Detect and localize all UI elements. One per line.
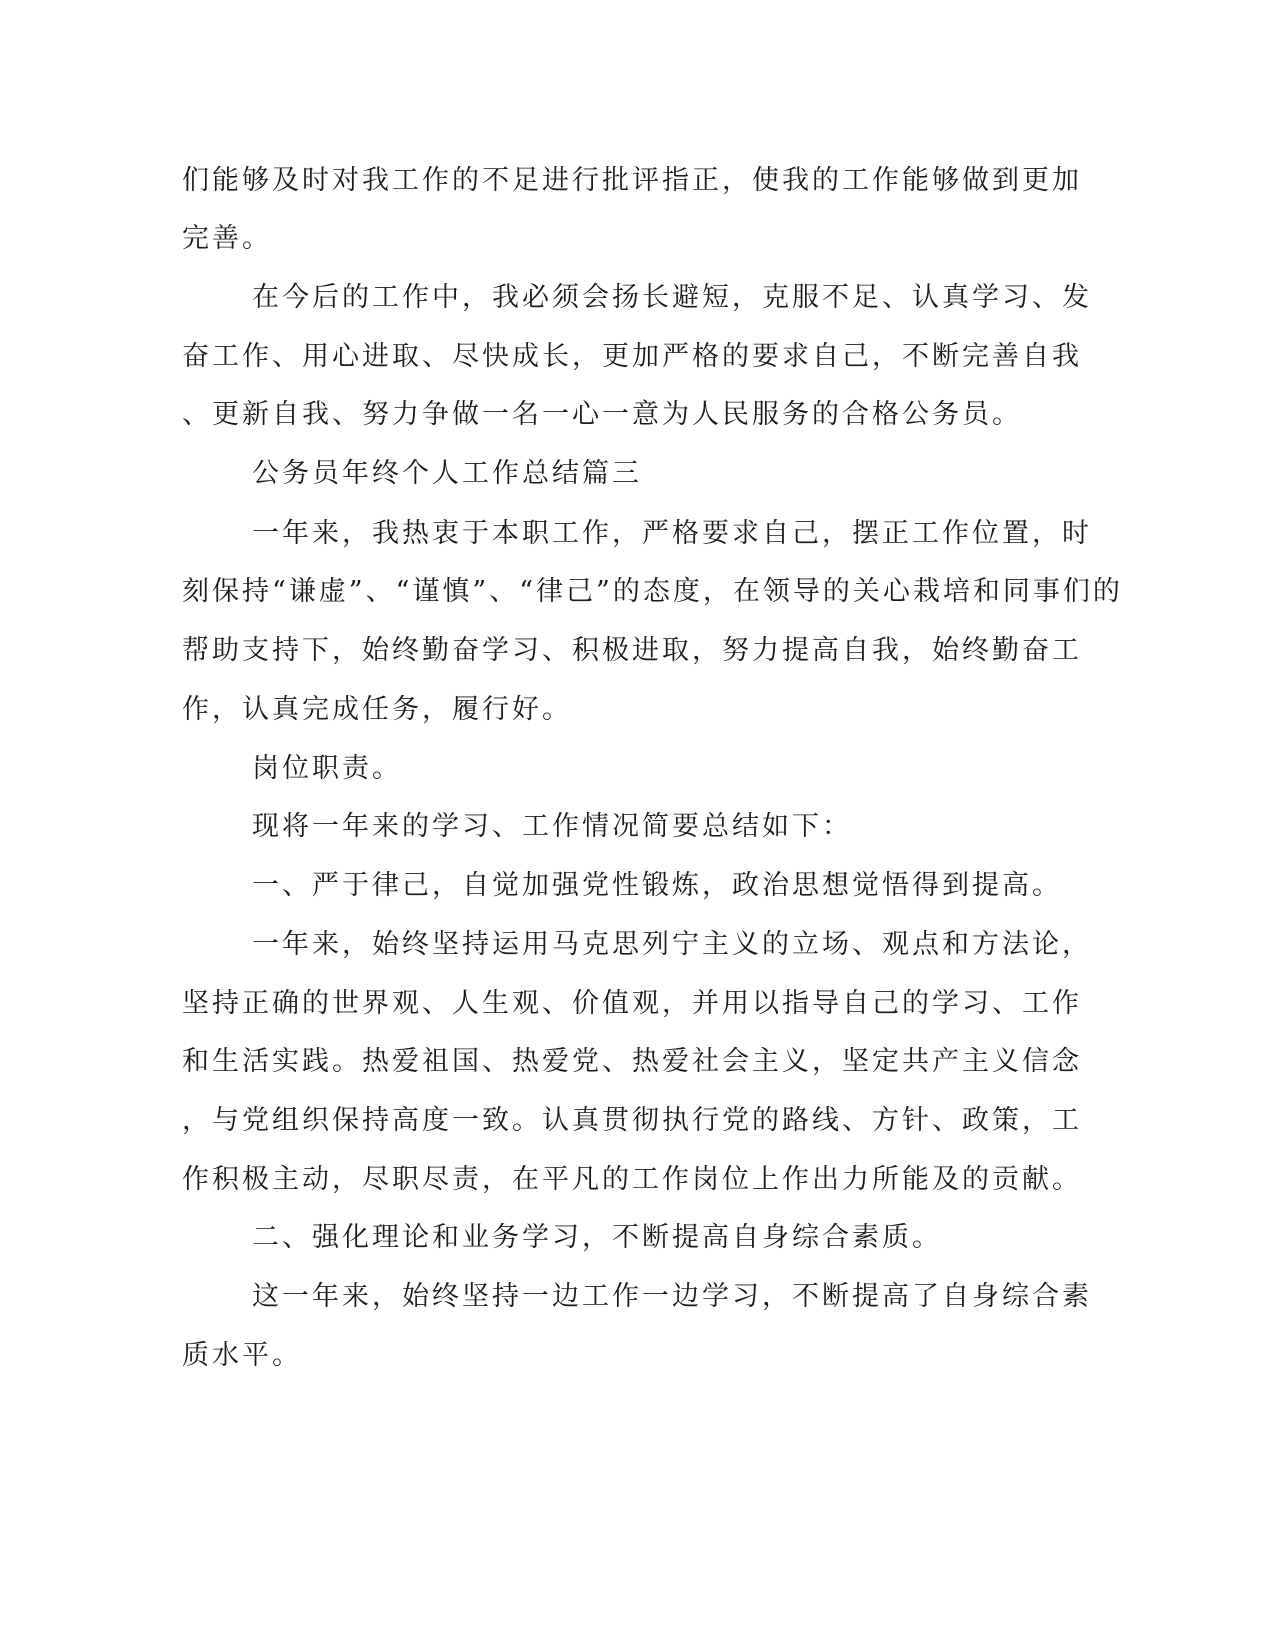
text-line: 二、强化理论和业务学习，不断提高自身综合素质。 [252,1222,942,1253]
text-line: 现将一年来的学习、工作情况简要总结如下： [252,811,852,842]
text-line: 作积极主动，尽职尽责，在平凡的工作岗位上作出力所能及的贡献。 [182,1164,1082,1195]
text-line: 们能够及时对我工作的不足进行批评指正，使我的工作能够做到更加 [182,165,1082,196]
text-line: 奋工作、用心进取、尽快成长，更加严格的要求自己，不断完善自我 [182,341,1082,372]
text-line: 一年来，始终坚持运用马克思列宁主义的立场、观点和方法论， [252,929,1092,960]
text-line: 岗位职责。 [252,753,402,784]
text-line: 一年来，我热衷于本职工作，严格要求自己，摆正工作位置，时 [252,518,1092,549]
text-line: 质水平。 [182,1340,302,1371]
text-line: 帮助支持下，始终勤奋学习、积极进取，努力提高自我，始终勤奋工 [182,635,1082,666]
text-line: 坚持正确的世界观、人生观、价值观，并用以指导自己的学习、工作 [182,988,1082,1019]
text-line: 和生活实践。热爱祖国、热爱党、热爱社会主义，坚定共产主义信念 [182,1046,1082,1077]
section-heading: 公务员年终个人工作总结篇三 [252,458,642,489]
text-line: 完善。 [182,223,272,254]
text-line: 一、严于律己，自觉加强党性锻炼，政治思想觉悟得到提高。 [252,870,1062,901]
text-line: 、更新自我、努力争做一名一心一意为人民服务的合格公务员。 [182,399,1022,430]
text-line: 刻保持“谦虚”、“谨慎”、“律己”的态度，在领导的关心栽培和同事们的 [182,576,1123,607]
text-line: 作，认真完成任务，履行好。 [182,694,572,725]
text-line: ，与党组织保持高度一致。认真贯彻执行党的路线、方针、政策，工 [182,1105,1082,1136]
text-line: 这一年来，始终坚持一边工作一边学习，不断提高了自身综合素 [252,1281,1092,1312]
text-line: 在今后的工作中，我必须会扬长避短，克服不足、认真学习、发 [252,282,1092,313]
